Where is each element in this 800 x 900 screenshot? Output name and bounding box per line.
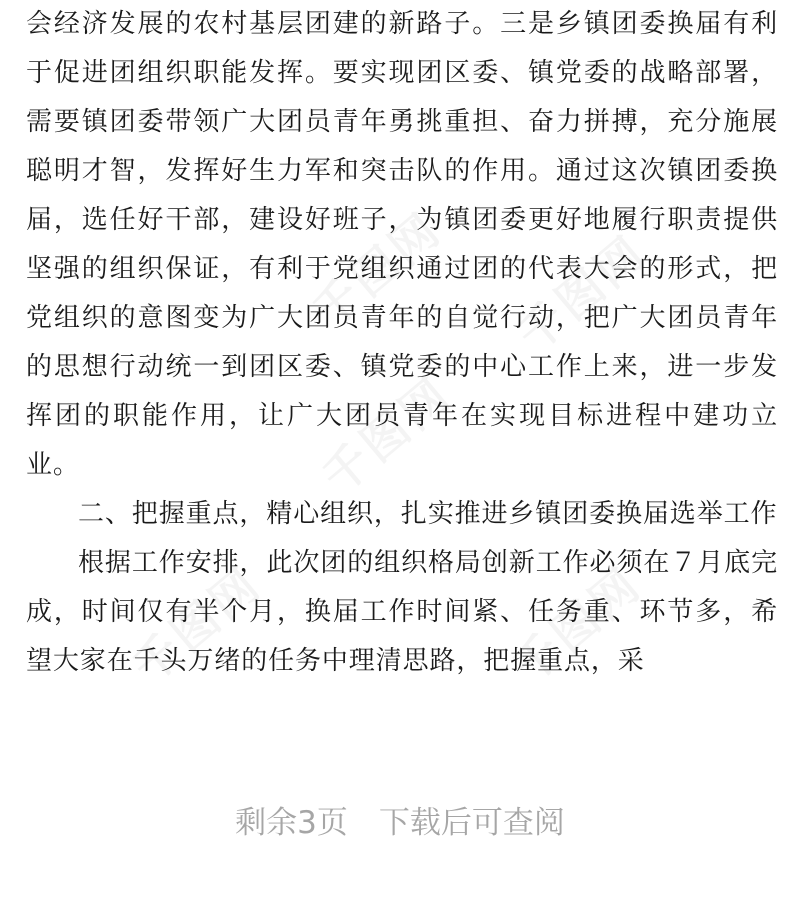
section-heading: 二、把握重点，精心组织，扎实推进乡镇团委换届选举工作 <box>78 499 778 529</box>
paragraph-1: 会经济发展的农村基层团建的新路子。三是乡镇团委换届有利于促进团组织职能发挥。要实现团区委、镇党委的战略部署，需要镇团委带领广大团员青年勇挑重担、奋力拼搏，充分施展聪明才智，发挥好生力军和突击队的作用。通过这次镇团委换届，选任好干部，建设好班子，为镇团委更好地履行职责提供坚强的组织保证，有利于党组织通过团的代表大会的形式，把党组织的意图变为广大团员青年的自觉行动，把广大团员青年的思想行动统一到团区委、镇党委的中心工作上来，进一步发挥团的职能作用，让广大团员青年在实现目标进程中建功立业。 <box>26 9 778 480</box>
remaining-pages-notice[interactable]: 剩余3页 下载后可查阅 <box>235 805 565 841</box>
document-body <box>26 0 778 686</box>
paragraph-3: 根据工作安排，此次团的组织格局创新工作必须在７月底完成，时间仅有半个月，换届工作时间紧、任务重、环节多，希望大家在千头万绪的任务中理清思路，把握重点，采 <box>26 548 778 676</box>
